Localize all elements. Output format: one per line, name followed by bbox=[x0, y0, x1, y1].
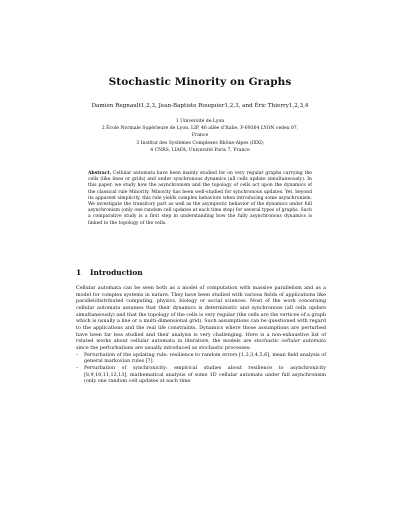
list-item bbox=[76, 352, 326, 365]
affiliation-line: France bbox=[191, 133, 209, 139]
bullet-list bbox=[76, 352, 326, 385]
intro-text-end: since the perturbations are usually introduced as stochastic processes: bbox=[76, 344, 251, 351]
dash-bullet-icon: – bbox=[76, 351, 79, 358]
dash-bullet-icon: – bbox=[76, 364, 79, 371]
abstract-label: Abstract. bbox=[88, 171, 112, 176]
section-title: Introduction bbox=[90, 268, 143, 277]
intro-text-start: Cellular automata can be seen both as a model of computation with massive parallelism and as a model for complex systems in nature. They have been studied with various fields of applications like parallel/distributed computing, physics, biology or social sciences. Most of the work concerning cellular automata assumes that their dynamics is deterministic and synchronous (all cells update simultaneously) and that the topology of the cells is very regular (the cells are the vertices of a graph which is usually a line or a multi-dimensional grid). Such assumptions can be questioned with regard to the applications and the real life constraints. Dynamics where those assumptions are perturbed have been far less studied and their analysis is very challenging. Here is a non-exhaustive list of related works about cellular automata in literature, the models are bbox=[76, 285, 326, 345]
affiliation-line: 3 Institut des Systèmes Complexes Rhône-Alpes (IXXI) bbox=[136, 140, 264, 146]
list-item bbox=[76, 365, 326, 385]
affiliations bbox=[60, 118, 340, 154]
list-item-text: Perturbation of synchronicity: empirical studies about resilience to asynchronicity [8,9,10,11,12,13], mathematical analysis of some 1D cellular automata under full asynchronism (only one random cell updates at each time bbox=[84, 364, 326, 385]
intro-paragraph bbox=[76, 285, 326, 352]
section-heading bbox=[76, 268, 143, 277]
affiliation-line: 4 CNRS, LIAFA, Université Paris 7, France bbox=[150, 147, 250, 153]
author-list: Damien Regnault1,2,3, Jean-Baptiste Rouquier1,2,3, and Éric Thierry1,2,3,4 bbox=[91, 103, 309, 109]
section-body bbox=[76, 285, 326, 385]
abstract-text: Cellular automata have been mainly studied for on very regular graphs carrying the cells (like lines or grids) and under synchronous dynamics (all cells update simultaneously). In this paper, we study how the asynchronism and the topology of cells act upon the dynamics of the classical rule Minority. Minority has been well-studied for synchronous updates. Yet, beyond its apparent simplicity, this rule yields complex behaviors when introducing some asynchronism. We investigate the transitory part as well as the asymptotic behavior of the dynamics under full asynchronism (only one random cell updates at each time step) for several types of graphs. Such a comparative study is a first step in understanding how the fully asynchronous dynamics is linked to the topology of the cells. bbox=[88, 171, 312, 226]
intro-emphasis: stochastic cellular automata bbox=[254, 338, 326, 345]
affiliation-line: 1 Université de Lyon bbox=[175, 119, 225, 124]
section-number: 1 bbox=[76, 268, 82, 277]
abstract bbox=[88, 171, 312, 227]
list-item-text: Perturbation of the updating rule: resilience to random errors [1,2,3,4,5,6], mean field analysis of general markovian rules [7]. bbox=[84, 351, 326, 365]
paper-title: Stochastic Minority on Graphs bbox=[108, 76, 292, 88]
affiliation-line: 2 École Normale Supérieure de Lyon, LIP, 46 allée d’Italie, F-69364 LYON cedex 07, bbox=[101, 126, 299, 132]
